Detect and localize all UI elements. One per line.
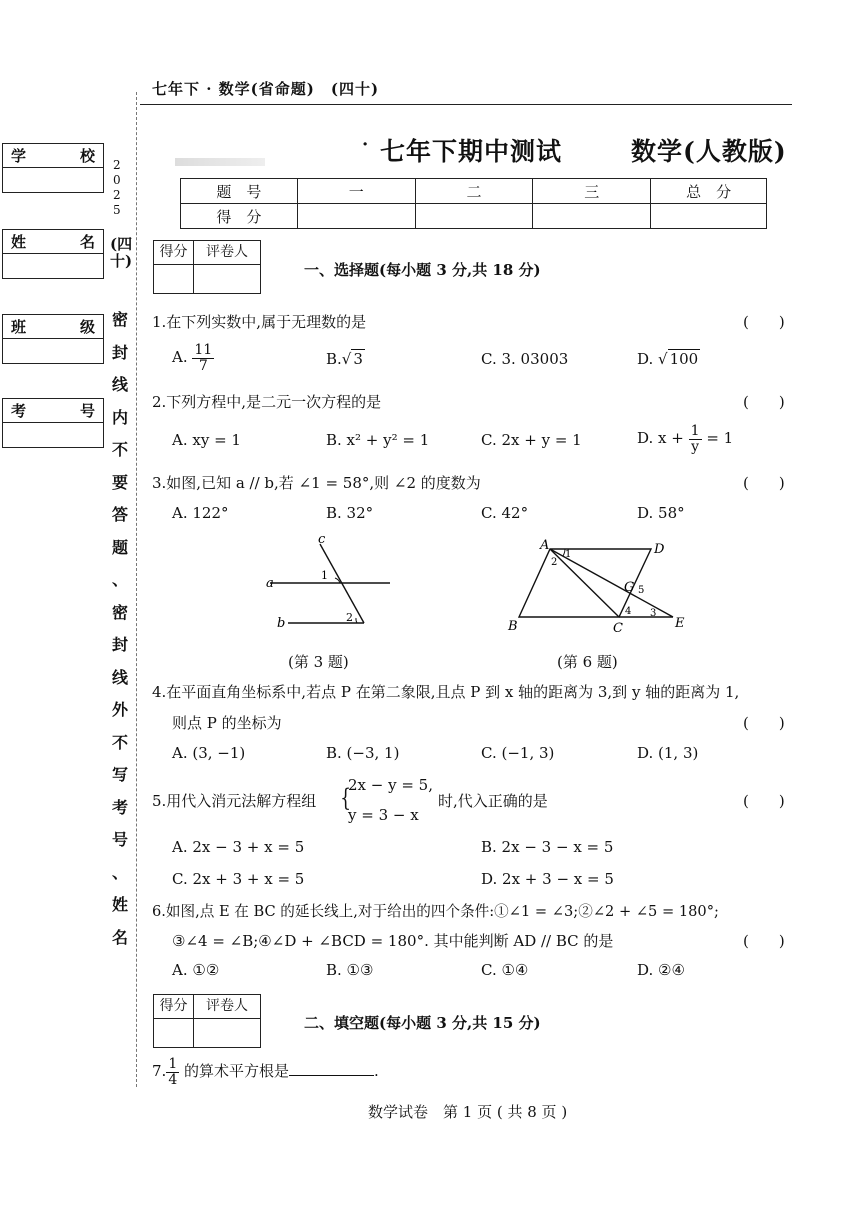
q1-answer-paren[interactable]: ( )	[743, 313, 785, 331]
grader-box-1: 得分 评卷人	[153, 240, 261, 294]
q4-option-c: C. (−1, 3)	[481, 744, 555, 762]
q4-option-b: B. (−3, 1)	[326, 744, 400, 762]
fig6-angle-3: 3	[650, 608, 657, 619]
q6-stem: 6.如图,点 E 在 BC 的延长线上,对于给出的四个条件:①∠1 = ∠3;②∠2 + ∠5 = 180°;	[152, 903, 719, 920]
figure-3-parallel-lines	[260, 532, 410, 637]
q6-stem-cont: ③∠4 = ∠B;④∠D + ∠BCD = 180°. 其中能判断 AD // BC 的是	[172, 932, 614, 950]
q5-stem-post: 时,代入正确的是	[438, 792, 548, 810]
q6-option-d: D. ②④	[637, 961, 685, 979]
q2-answer-paren[interactable]: ( )	[743, 393, 785, 411]
running-title: 七年下 · 数学(省命题) (四十)	[152, 80, 380, 98]
score-table: 题 号 一 二 三 总 分 得 分	[180, 178, 767, 229]
q2-option-b: B. x² + y² = 1	[326, 431, 430, 449]
q2-option-d: D. x + $\frac{1}{y}$ = 1	[637, 423, 734, 455]
fig6-angle-5: 5	[638, 585, 645, 596]
fig6-label-a: A	[540, 538, 550, 553]
q5-eq2: y = 3 − x	[348, 806, 419, 824]
fig6-caption: (第 6 题)	[557, 653, 618, 671]
q5-stem: 5.用代入消元法解方程组	[152, 792, 317, 810]
q1-stem: 1.在下列实数中,属于无理数的是	[152, 313, 367, 331]
figure-6-parallelogram	[505, 535, 695, 635]
q3-option-b: B. 32°	[326, 504, 374, 522]
q4-stem: 4.在平面直角坐标系中,若点 P 在第二象限,且点 P 到 x 轴的距离为 3,到 y 轴的距离为 1,	[152, 683, 740, 701]
fig6-label-d: D	[654, 542, 665, 557]
q3-option-d: D. 58°	[637, 504, 685, 522]
fig3-angle-2: 2	[346, 611, 353, 624]
fig6-label-e: E	[675, 616, 685, 631]
fig6-angle-1: 1	[565, 549, 572, 560]
section1-title: 一、选择题(每小题 3 分,共 18 分)	[304, 261, 541, 279]
q5-eq1: 2x − y = 5,	[348, 776, 433, 794]
title-smudge	[175, 158, 265, 166]
q5-brace: {	[340, 784, 351, 812]
q5-option-d: D. 2x + 3 − x = 5	[481, 870, 614, 888]
name-field[interactable]: 姓 名	[2, 229, 104, 279]
fig6-angle-4: 4	[625, 606, 632, 617]
q5-option-c: C. 2x + 3 + x = 5	[172, 870, 305, 888]
q7: 7. $\frac{1}{4}$ 的算术平方根是 .	[152, 1056, 379, 1088]
fig6-angle-2: 2	[551, 557, 558, 568]
year-vertical: 2 0 2 5	[113, 158, 121, 217]
q1-option-c: C. 3. 03003	[481, 350, 569, 368]
q4-stem-cont: 则点 P 的坐标为	[172, 714, 282, 732]
q3-answer-paren[interactable]: ( )	[743, 474, 785, 492]
q5-answer-paren[interactable]: ( )	[743, 792, 785, 810]
q1-option-b: B.√ 3	[326, 350, 363, 368]
seal-instruction: 密 封 线 内 不 要 答 题 、 密 封 线 外 不 写 考 号 、 姓 名	[111, 310, 128, 947]
subject-title: 数学(人教版)	[631, 137, 787, 166]
score-cell-2[interactable]	[415, 204, 533, 229]
q4-option-d: D. (1, 3)	[637, 744, 699, 762]
fig6-label-b: B	[508, 619, 518, 634]
class-field[interactable]: 班 级	[2, 314, 104, 364]
q4-option-a: A. (3, −1)	[172, 744, 246, 762]
q1-option-d: D. √ 100	[637, 350, 699, 368]
q6-option-a: A. ①②	[172, 961, 220, 979]
q3-stem: 3.如图,已知 a // b,若 ∠1 = 58°,则 ∠2 的度数为	[152, 474, 481, 492]
q2-stem: 2.下列方程中,是二元一次方程的是	[152, 393, 382, 411]
header-rule	[140, 104, 792, 105]
title-dot: ·	[362, 134, 370, 155]
fig3-label-a: a	[266, 576, 274, 591]
q4-answer-paren[interactable]: ( )	[743, 714, 785, 732]
fig3-angle-1: 1	[321, 569, 328, 582]
q2-option-c: C. 2x + y = 1	[481, 431, 582, 449]
fig6-label-g: G	[624, 580, 635, 595]
fig3-caption: (第 3 题)	[288, 653, 349, 671]
q5-option-a: A. 2x − 3 + x = 5	[172, 838, 305, 856]
seal-line	[136, 92, 137, 1087]
grader-box-2: 得分 评卷人	[153, 994, 261, 1048]
exam-number-field[interactable]: 考 号	[2, 398, 104, 448]
school-field[interactable]: 学 校	[2, 143, 104, 193]
q1-option-a: A. $\frac{11}{7}$	[172, 342, 213, 374]
q7-answer-blank[interactable]	[289, 1062, 374, 1076]
edition-vertical: (四十)	[110, 235, 133, 270]
score-cell-total[interactable]	[651, 204, 767, 229]
fig3-label-b: b	[277, 616, 286, 631]
q6-answer-paren[interactable]: ( )	[743, 932, 785, 950]
q6-option-c: C. ①④	[481, 961, 529, 979]
score-cell-3[interactable]	[533, 204, 651, 229]
q5-option-b: B. 2x − 3 − x = 5	[481, 838, 614, 856]
exam-title: 七年下期中测试	[380, 137, 563, 166]
page-footer: 数学试卷 第 1 页 ( 共 8 页 )	[368, 1103, 568, 1121]
q2-option-a: A. xy = 1	[172, 431, 241, 449]
fig6-label-c: C	[613, 621, 623, 635]
fig3-label-c: c	[318, 532, 326, 547]
q3-option-a: A. 122°	[172, 504, 229, 522]
section2-title: 二、填空题(每小题 3 分,共 15 分)	[304, 1014, 541, 1032]
q6-option-b: B. ①③	[326, 961, 374, 979]
score-cell-1[interactable]	[297, 204, 415, 229]
q3-option-c: C. 42°	[481, 504, 529, 522]
